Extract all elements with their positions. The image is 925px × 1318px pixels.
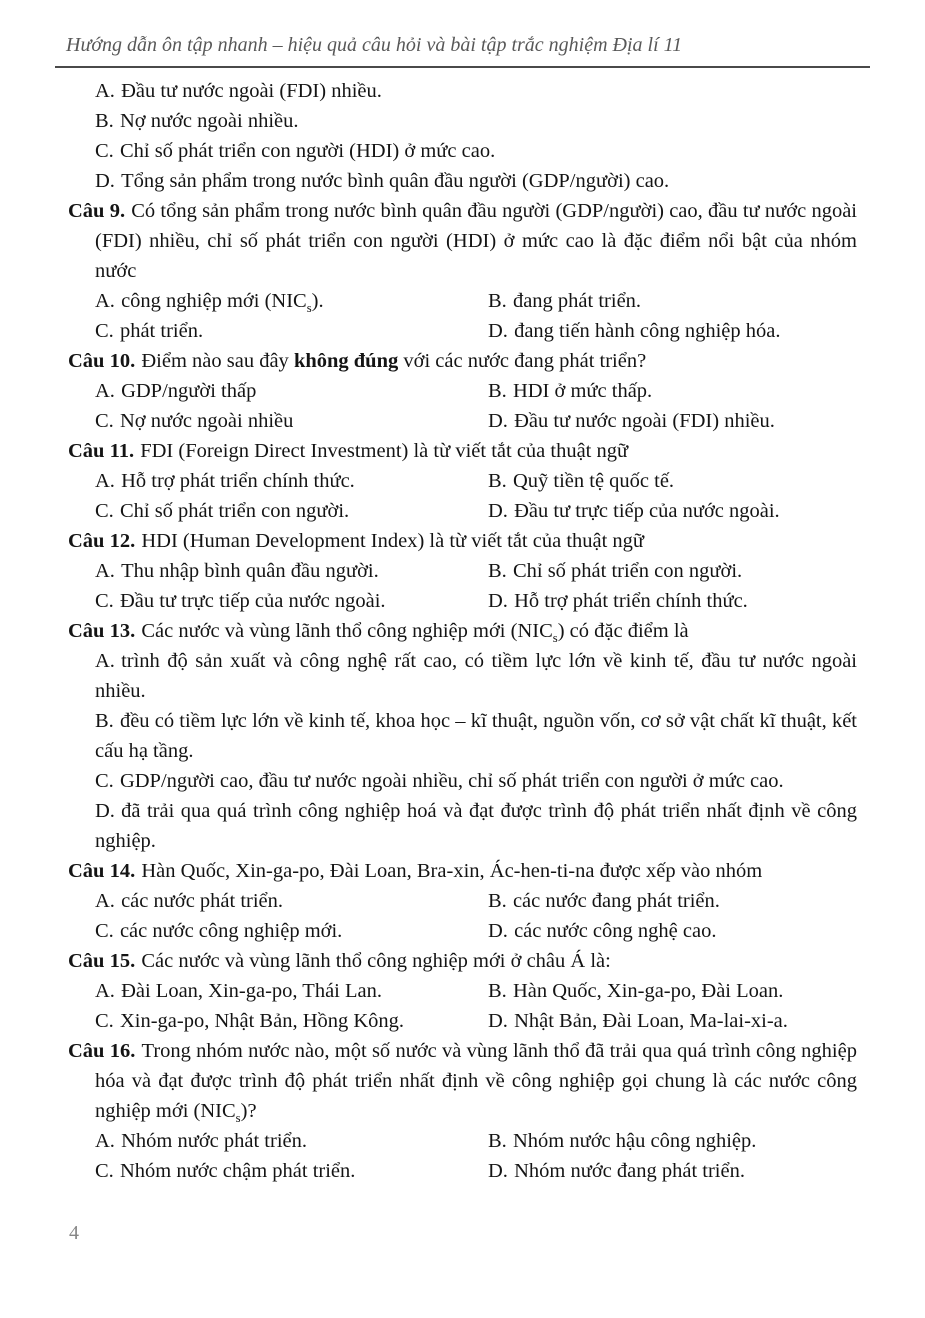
option-letter: C. — [95, 590, 114, 612]
option-a — [95, 376, 488, 406]
question-number: Câu 13. — [68, 620, 136, 642]
option-letter: D. — [488, 920, 508, 942]
option-a — [95, 976, 488, 1006]
option-text: các nước phát triển. — [121, 890, 284, 912]
option-text: Nhóm nước chậm phát triển. — [119, 1160, 356, 1182]
nics-subscript: s — [552, 631, 558, 646]
option-letter: A. — [95, 560, 115, 582]
option-letter: C. — [95, 1010, 114, 1032]
option-letter: D. — [488, 1010, 508, 1032]
option-c — [95, 1156, 488, 1186]
option-text: Hỗ trợ phát triển chính thức. — [121, 470, 355, 492]
option-d — [95, 166, 857, 196]
option-letter: C. — [95, 140, 114, 162]
option-letter: D. — [488, 590, 508, 612]
question-text: HDI (Human Development Index) là từ viết tắt của thuật ngữ — [141, 530, 645, 552]
question-text: Các nước và vùng lãnh thổ công nghiệp mới ở châu Á là: — [141, 950, 611, 972]
option-letter: C. — [95, 920, 114, 942]
question-10 — [68, 346, 857, 376]
option-text: Nhóm nước đang phát triển. — [514, 1160, 745, 1182]
option-b — [488, 1126, 857, 1156]
question-15 — [68, 946, 857, 976]
option-text: đã trải qua quá trình công nghiệp hoá và đạt được trình độ phát triển nhất định về công nghiệp. — [95, 800, 857, 852]
option-text: Đầu tư nước ngoài (FDI) nhiều. — [121, 80, 382, 102]
option-letter: D. — [95, 170, 115, 192]
option-b — [488, 376, 857, 406]
option-letter: D. — [488, 410, 508, 432]
option-letter: B. — [488, 1130, 507, 1152]
page-content — [68, 76, 857, 1186]
option-c — [95, 766, 857, 796]
option-text: Chỉ số phát triển con người. — [512, 560, 743, 582]
option-text: Hỗ trợ phát triển chính thức. — [514, 590, 748, 612]
question-12-options — [95, 556, 857, 616]
option-c — [95, 496, 488, 526]
option-letter: B. — [488, 380, 507, 402]
carryover-options — [95, 76, 857, 196]
option-text: đang phát triển. — [512, 290, 642, 312]
option-c — [95, 586, 488, 616]
option-letter: B. — [488, 890, 507, 912]
option-b — [488, 976, 857, 1006]
option-d — [488, 316, 857, 346]
option-letter: C. — [95, 410, 114, 432]
option-text: Đài Loan, Xin-ga-po, Thái Lan. — [121, 980, 382, 1002]
option-text: Xin-ga-po, Nhật Bản, Hồng Kông. — [119, 1010, 405, 1032]
option-text: các nước công nghệ cao. — [514, 920, 717, 942]
option-text: các nước công nghiệp mới. — [119, 920, 343, 942]
question-number: Câu 16. — [68, 1040, 136, 1062]
option-text: Thu nhập bình quân đầu người. — [121, 560, 379, 582]
nics-subscript: s — [306, 301, 312, 316]
option-b — [488, 886, 857, 916]
option-text: Nhật Bản, Đài Loan, Ma-lai-xi-a. — [514, 1010, 788, 1032]
question-13-options — [68, 646, 857, 856]
option-text: phát triển. — [119, 320, 204, 342]
option-text: đều có tiềm lực lớn về kinh tế, khoa học – kĩ thuật, nguồn vốn, cơ sở vật chất kĩ thuật, kết cấu hạ tầng. — [95, 710, 857, 762]
question-15-options — [95, 976, 857, 1036]
option-a — [95, 556, 488, 586]
option-letter: B. — [488, 290, 507, 312]
question-text: Hàn Quốc, Xin-ga-po, Đài Loan, Bra-xin, Ác-hen-ti-na được xếp vào nhóm — [141, 860, 763, 882]
option-text: GDP/người thấp — [121, 380, 257, 402]
option-letter: C. — [95, 320, 114, 342]
question-text: Có tổng sản phẩm trong nước bình quân đầu người (GDP/người) cao, đầu tư nước ngoài (FDI) nhiều, chỉ số phát triển con người (HDI) ở mức cao là đặc điểm nổi bật của nhóm nước — [95, 200, 857, 282]
question-16-options — [95, 1126, 857, 1186]
option-letter: A. — [95, 890, 115, 912]
question-9 — [68, 196, 857, 286]
option-d — [95, 796, 857, 856]
option-a — [95, 466, 488, 496]
option-letter: A. — [95, 1130, 115, 1152]
option-d — [488, 406, 857, 436]
question-text: Trong nhóm nước nào, một số nước và vùng lãnh thổ đã trải qua quá trình công nghiệp hóa và đạt được trình độ phát triển nhất định về công nghiệp gọi chung là các nước công nghiệp mới $(NIC_s)$? — [95, 1040, 857, 1126]
option-d — [488, 1156, 857, 1186]
question-11-options — [95, 466, 857, 526]
option-text: Hàn Quốc, Xin-ga-po, Đài Loan. — [512, 980, 784, 1002]
option-letter: B. — [488, 560, 507, 582]
option-text: GDP/người cao, đầu tư nước ngoài nhiều, chỉ số phát triển con người ở mức cao. — [119, 770, 784, 792]
header-title: Hướng dẫn ôn tập nhanh – hiệu quả câu hỏi và bài tập trắc nghiệm Địa lí 11 — [66, 34, 683, 56]
option-letter: C. — [95, 500, 114, 522]
option-letter: A. — [95, 980, 115, 1002]
question-text: Điểm nào sau đây không đúng với các nước đang phát triển? — [141, 350, 647, 372]
option-text: Quỹ tiền tệ quốc tế. — [512, 470, 675, 492]
page-number: 4 — [69, 1222, 79, 1244]
option-c — [95, 406, 488, 436]
question-text: FDI (Foreign Direct Investment) là từ viết tắt của thuật ngữ — [140, 440, 629, 462]
option-b — [488, 466, 857, 496]
emphasis-text: không đúng — [293, 350, 399, 372]
option-letter: A. — [95, 80, 115, 102]
option-text: Đầu tư trực tiếp của nước ngoài. — [119, 590, 386, 612]
option-text: Đầu tư nước ngoài (FDI) nhiều. — [514, 410, 775, 432]
option-text: trình độ sản xuất và công nghệ rất cao, có tiềm lực lớn về kinh tế, đầu tư nước ngoài nhiều. — [95, 650, 857, 702]
question-number: Câu 11. — [68, 440, 135, 462]
option-a — [95, 1126, 488, 1156]
option-a — [95, 886, 488, 916]
nics-subscript: s — [235, 1111, 241, 1126]
question-9-options — [95, 286, 857, 346]
question-11 — [68, 436, 857, 466]
option-letter: D. — [488, 1160, 508, 1182]
option-text: Tổng sản phẩm trong nước bình quân đầu người (GDP/người) cao. — [121, 170, 670, 192]
option-text: Nợ nước ngoài nhiều — [119, 410, 294, 432]
option-letter: C. — [95, 770, 114, 792]
option-text: HDI ở mức thấp. — [512, 380, 653, 402]
option-letter: D. — [95, 800, 115, 822]
option-d — [488, 496, 857, 526]
option-text: Chỉ số phát triển con người (HDI) ở mức cao. — [119, 140, 496, 162]
question-12 — [68, 526, 857, 556]
option-text: đang tiến hành công nghiệp hóa. — [514, 320, 781, 342]
option-text: Chỉ số phát triển con người. — [119, 500, 350, 522]
option-d — [488, 916, 857, 946]
option-text: Nhóm nước phát triển. — [121, 1130, 307, 1152]
question-10-options — [95, 376, 857, 436]
option-text: Nợ nước ngoài nhiều. — [119, 110, 299, 132]
question-number: Câu 9. — [68, 200, 126, 222]
option-text: Đầu tư trực tiếp của nước ngoài. — [514, 500, 780, 522]
option-d — [488, 586, 857, 616]
option-letter: B. — [95, 710, 114, 732]
option-b — [95, 706, 857, 766]
option-c — [95, 316, 488, 346]
question-number: Câu 14. — [68, 860, 136, 882]
option-d — [488, 1006, 857, 1036]
option-letter: A. — [95, 290, 115, 312]
option-a — [95, 646, 857, 706]
option-b — [488, 286, 857, 316]
option-letter: B. — [488, 980, 507, 1002]
option-text: các nước đang phát triển. — [512, 890, 720, 912]
option-c — [95, 916, 488, 946]
option-text: công nghiệp mới $(NIC_s)$. — [121, 290, 324, 316]
option-letter: B. — [95, 110, 114, 132]
question-number: Câu 15. — [68, 950, 136, 972]
question-number: Câu 12. — [68, 530, 136, 552]
question-13 — [68, 616, 857, 646]
option-letter: D. — [488, 500, 508, 522]
option-letter: A. — [95, 650, 115, 672]
running-header — [55, 34, 870, 68]
option-letter: D. — [488, 320, 508, 342]
option-letter: C. — [95, 1160, 114, 1182]
question-14-options — [95, 886, 857, 946]
option-b — [488, 556, 857, 586]
question-text: Các nước và vùng lãnh thổ công nghiệp mới $(NIC_s)$ có đặc điểm là — [141, 620, 689, 646]
option-c — [95, 1006, 488, 1036]
option-letter: B. — [488, 470, 507, 492]
option-letter: A. — [95, 470, 115, 492]
option-c — [95, 136, 857, 166]
option-b — [95, 106, 857, 136]
question-number: Câu 10. — [68, 350, 136, 372]
option-letter: A. — [95, 380, 115, 402]
question-16 — [68, 1036, 857, 1126]
option-a — [95, 76, 857, 106]
option-text: Nhóm nước hậu công nghiệp. — [512, 1130, 757, 1152]
option-a — [95, 286, 488, 316]
question-14 — [68, 856, 857, 886]
